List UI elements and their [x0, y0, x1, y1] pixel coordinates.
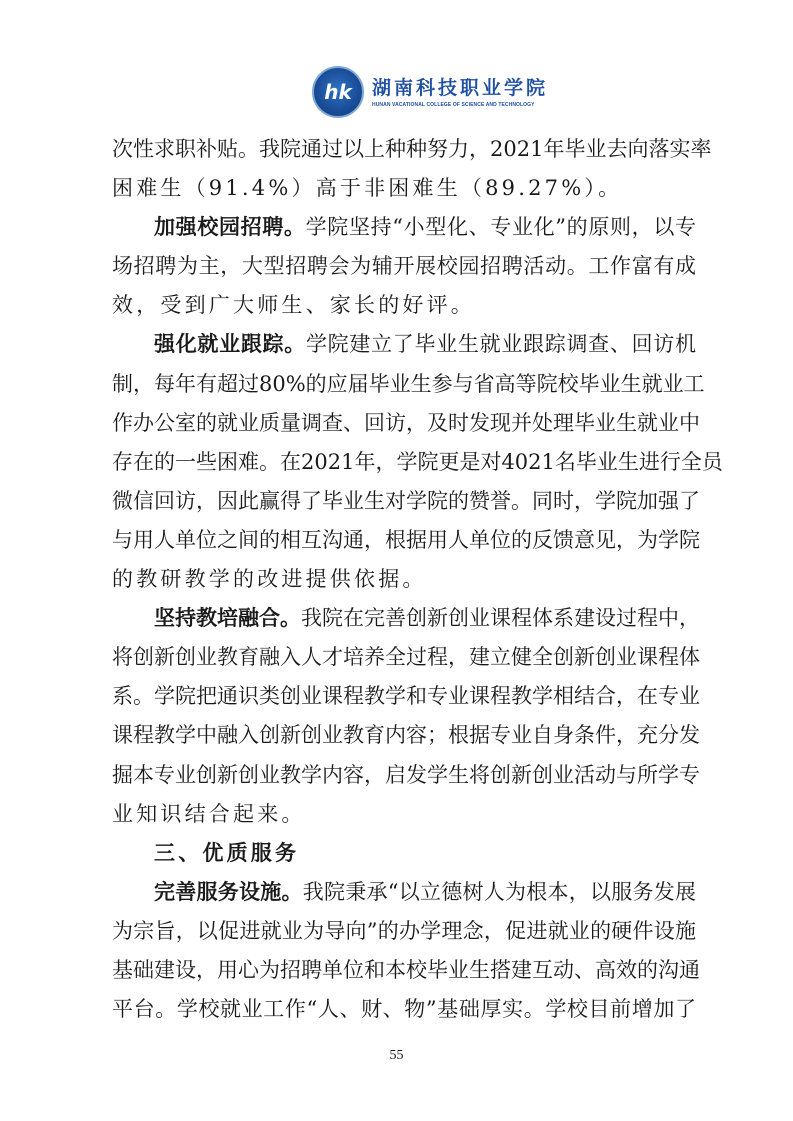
document-body [112, 130, 723, 1029]
text-line [112, 599, 700, 638]
line-text: 存在的一些困难。在2021年，学院更是对4021名毕业生进行全员 [112, 449, 723, 474]
text-line [112, 834, 696, 873]
text-line [112, 912, 696, 951]
paragraph-lead-heading: 加强校园招聘。 [154, 215, 306, 240]
text-line [112, 365, 705, 404]
text-line [112, 325, 696, 364]
line-text: 为宗旨，以促进就业为导向”的办学理念，促进就业的硬件设施 [112, 918, 696, 943]
line-text: 与用人单位之间的相互沟通，根据用人单位的反馈意见，为学院 [112, 527, 700, 552]
college-name-cn: 湖南科技职业学院 [372, 76, 549, 99]
line-text: 作办公室的就业质量调查、回访，及时发现并处理毕业生就业中 [112, 410, 700, 435]
page-header [312, 66, 548, 118]
text-line [112, 716, 700, 755]
line-text: 效，受到广大师生、家长的好评。 [112, 293, 475, 318]
paragraph-lead-heading: 强化就业跟踪。 [154, 332, 306, 357]
text-line [112, 443, 723, 482]
text-line [112, 560, 696, 599]
text-line [112, 638, 700, 677]
paragraph-lead-heading: 完善服务设施。 [154, 879, 303, 904]
text-line [112, 482, 700, 521]
line-text: 制，每年有超过80%的应届毕业生参与省高等院校毕业生就业工 [112, 371, 705, 396]
line-text: 我院秉承“以立德树人为根本，以服务发展 [302, 879, 697, 904]
line-text: 基础建设，用心为招聘单位和本校毕业生搭建互动、高效的沟通 [112, 957, 700, 982]
line-text: 场招聘为主，大型招聘会为辅开展校园招聘活动。工作富有成 [112, 254, 696, 279]
line-text: 将创新创业教育融入人才培养全过程，建立健全创新创业课程体 [112, 645, 700, 670]
line-text: 困难生（91.4%）高于非困难生（89.27%）。 [112, 176, 623, 201]
text-line [112, 286, 696, 325]
text-line [112, 404, 700, 443]
line-text: 平台。学校就业工作“人、财、物”基础厚实。学校目前增加了 [112, 997, 696, 1022]
line-text: 次性求职补贴。我院通过以上种种努力，2021年毕业去向落实率 [112, 137, 712, 161]
paragraph-lead-heading: 坚持教培融合。 [154, 606, 301, 631]
line-text: 的教研教学的改进提供依据。 [112, 567, 427, 592]
text-line [112, 130, 712, 169]
line-text: 学院建立了毕业生就业跟踪调查、回访机 [305, 332, 697, 357]
text-line [112, 873, 696, 912]
line-text: 我院在完善创新创业课程体系建设过程中， [301, 606, 700, 631]
college-logo-icon: hk [312, 66, 364, 118]
line-text: 系。学院把通识类创业课程教学和专业课程教学相结合，在专业 [112, 684, 700, 709]
text-line [112, 795, 696, 834]
text-line [112, 951, 700, 990]
text-line [112, 990, 696, 1029]
college-name-en: HUNAN VACATIONAL COLLEGE OF SCIENCE AND TECHNOLOGY [372, 101, 535, 108]
line-text: 业知识结合起来。 [112, 801, 306, 826]
section-heading: 三、优质服务 [154, 840, 300, 865]
line-text: 掘本专业创新创业教学内容，启发学生将创新创业活动与所学专 [112, 762, 700, 787]
line-text: 学院坚持“小型化、专业化”的原则，以专 [305, 215, 696, 240]
text-line [112, 521, 700, 560]
text-line [112, 169, 696, 208]
text-line [112, 756, 700, 795]
text-line [112, 208, 696, 247]
text-line [112, 247, 696, 286]
page-number: 55 [389, 1048, 404, 1063]
text-line [112, 677, 700, 716]
line-text: 课程教学中融入创新创业教育内容；根据专业自身条件，充分发 [112, 723, 700, 748]
line-text: 微信回访，因此赢得了毕业生对学院的赞誉。同时，学院加强了 [112, 488, 700, 513]
